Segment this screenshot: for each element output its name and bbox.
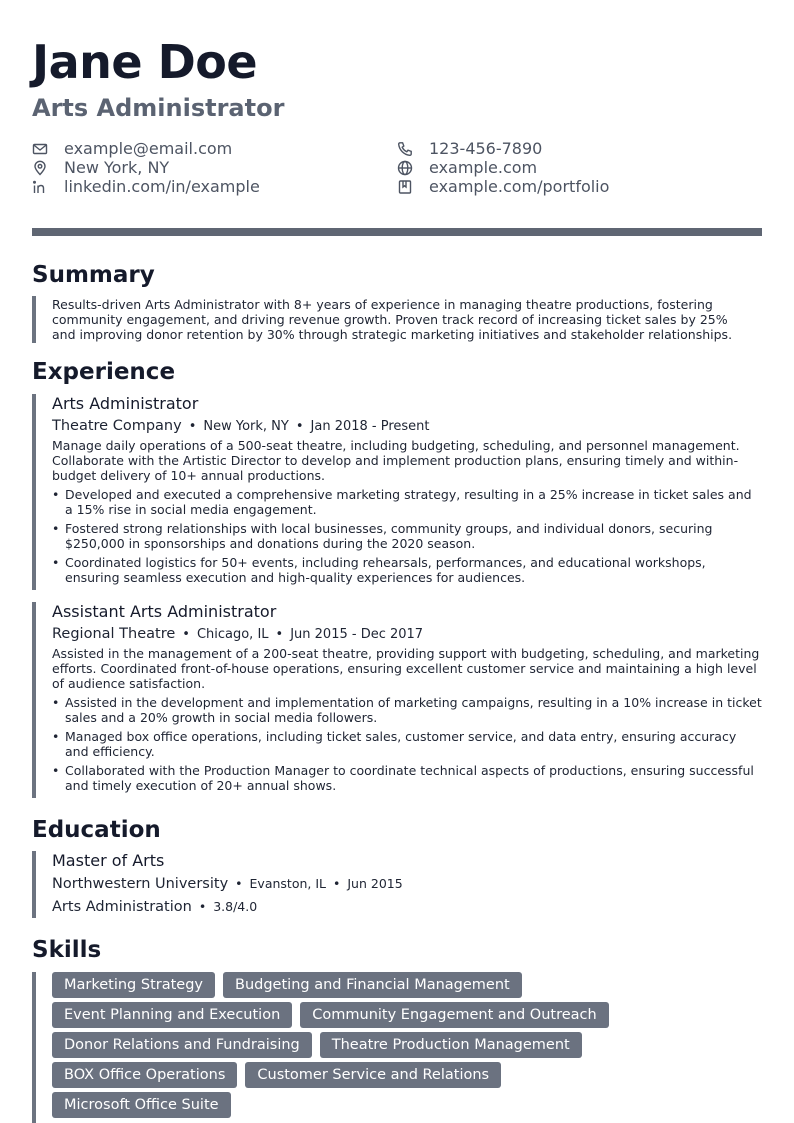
job-meta: Regional Theatre • Chicago, IL • Jun 2015 - Dec 2017 bbox=[52, 626, 424, 642]
phone-text: 123-456-7890 bbox=[429, 139, 543, 158]
company-name: Regional Theatre bbox=[52, 626, 176, 642]
location-text: New York, NY bbox=[64, 158, 170, 177]
school-name: Northwestern University bbox=[52, 876, 229, 892]
graduation-date: Jun 2015 bbox=[347, 876, 403, 891]
list-item: • Assisted in the development and implementation of marketing campaigns, resulting in a 10% increase in ticket sales and a 20% growth in social media followers. bbox=[52, 695, 762, 725]
job-title-headline: Arts Administrator bbox=[32, 94, 285, 122]
portfolio-text: example.com/portfolio bbox=[429, 177, 610, 196]
candidate-name: Jane Doe bbox=[32, 35, 258, 89]
education-school-row: Northwestern University • Evanston, IL • Jun 2015 bbox=[52, 876, 403, 892]
job-location: New York, NY bbox=[203, 419, 289, 434]
skill-tag: Theatre Production Management bbox=[320, 1032, 582, 1058]
experience-entry bbox=[32, 394, 762, 590]
contact-website[interactable] bbox=[397, 158, 609, 177]
degree-title: Master of Arts bbox=[52, 851, 165, 870]
skills-heading: Skills bbox=[32, 937, 102, 963]
education-entry bbox=[32, 851, 762, 918]
job-dates: Jun 2015 - Dec 2017 bbox=[290, 627, 424, 642]
contact-linkedin[interactable] bbox=[32, 177, 260, 196]
location-pin-icon bbox=[32, 160, 48, 176]
skill-tag: Event Planning and Execution bbox=[52, 1002, 292, 1028]
education-heading: Education bbox=[32, 817, 161, 843]
school-location: Evanston, IL bbox=[249, 876, 326, 891]
skill-tag: Community Engagement and Outreach bbox=[300, 1002, 608, 1028]
skills-list bbox=[52, 972, 692, 1122]
summary-block bbox=[32, 296, 762, 343]
job-bullets bbox=[52, 487, 762, 585]
skills-block bbox=[32, 972, 762, 1123]
skill-tag: Customer Service and Relations bbox=[245, 1062, 501, 1088]
job-description: Manage daily operations of a 500-seat theatre, including budgeting, scheduling, and personnel management. Collaborate with the Artistic Director to develop and implement production plans, ensuring timely and within-budget delivery of 10+ annual productions. bbox=[52, 438, 740, 483]
contact-phone[interactable] bbox=[397, 139, 609, 158]
globe-icon bbox=[397, 160, 413, 176]
experience-heading: Experience bbox=[32, 359, 176, 385]
skill-tag: Marketing Strategy bbox=[52, 972, 215, 998]
list-item: • Fostered strong relationships with local businesses, community groups, and individual donors, securing $250,000 in sponsorships and donations during the 2020 season. bbox=[52, 521, 762, 551]
list-item: • Managed box office operations, including ticket sales, customer service, and data entry, ensuring accuracy and efficiency. bbox=[52, 729, 762, 759]
contact-portfolio[interactable] bbox=[397, 177, 609, 196]
summary-heading: Summary bbox=[32, 262, 155, 288]
skill-tag: Microsoft Office Suite bbox=[52, 1092, 231, 1118]
linkedin-text: linkedin.com/in/example bbox=[64, 177, 260, 196]
linkedin-icon bbox=[32, 179, 48, 195]
list-item: • Coordinated logistics for 50+ events, including rehearsals, performances, and educational workshops, ensuring seamless execution and high-quality experiences for audiences. bbox=[52, 555, 762, 585]
company-name: Theatre Company bbox=[52, 418, 182, 434]
job-dates: Jan 2018 - Present bbox=[310, 419, 430, 434]
skill-tag: BOX Office Operations bbox=[52, 1062, 237, 1088]
website-text: example.com bbox=[429, 158, 538, 177]
skill-tag: Donor Relations and Fundraising bbox=[52, 1032, 312, 1058]
job-description: Assisted in the management of a 200-seat theatre, providing support with budgeting, scheduling, and marketing efforts. Coordinated front-of-house operations, ensuring excellent customer service and maintaining a high level of audience satisfaction. bbox=[52, 646, 760, 691]
job-title: Assistant Arts Administrator bbox=[52, 602, 277, 621]
header-divider bbox=[32, 228, 762, 236]
contact-email[interactable] bbox=[32, 139, 260, 158]
list-item: • Collaborated with the Production Manager to coordinate technical aspects of productions, ensuring successful and timely execution of 20+ annual shows. bbox=[52, 763, 762, 793]
contact-column-right bbox=[397, 139, 609, 196]
skill-tag: Budgeting and Financial Management bbox=[223, 972, 522, 998]
summary-text: Results-driven Arts Administrator with 8+ years of experience in managing theatre productions, fostering community engagement, and driving revenue growth. Proven track record of increasing ticket sales by 25% and improving donor retention by 30% through strategic marketing initiatives and stakeholder relationships. bbox=[52, 297, 733, 342]
mail-icon bbox=[32, 141, 48, 157]
gpa: 3.8/4.0 bbox=[213, 899, 258, 914]
job-bullets bbox=[52, 695, 762, 793]
phone-icon bbox=[397, 141, 413, 157]
list-item: • Developed and executed a comprehensive marketing strategy, resulting in a 25% increase in ticket sales and a 15% rise in social media engagement. bbox=[52, 487, 762, 517]
email-text: example@email.com bbox=[64, 139, 233, 158]
contact-location bbox=[32, 158, 260, 177]
field-of-study: Arts Administration bbox=[52, 899, 192, 915]
bookmark-icon bbox=[397, 179, 413, 195]
education-field-row: Arts Administration • 3.8/4.0 bbox=[52, 899, 258, 915]
job-location: Chicago, IL bbox=[196, 627, 269, 642]
job-title: Arts Administrator bbox=[52, 394, 199, 413]
experience-entry bbox=[32, 602, 762, 798]
job-meta: Theatre Company • New York, NY • Jan 2018 - Present bbox=[52, 418, 430, 434]
contact-column-left bbox=[32, 139, 260, 196]
